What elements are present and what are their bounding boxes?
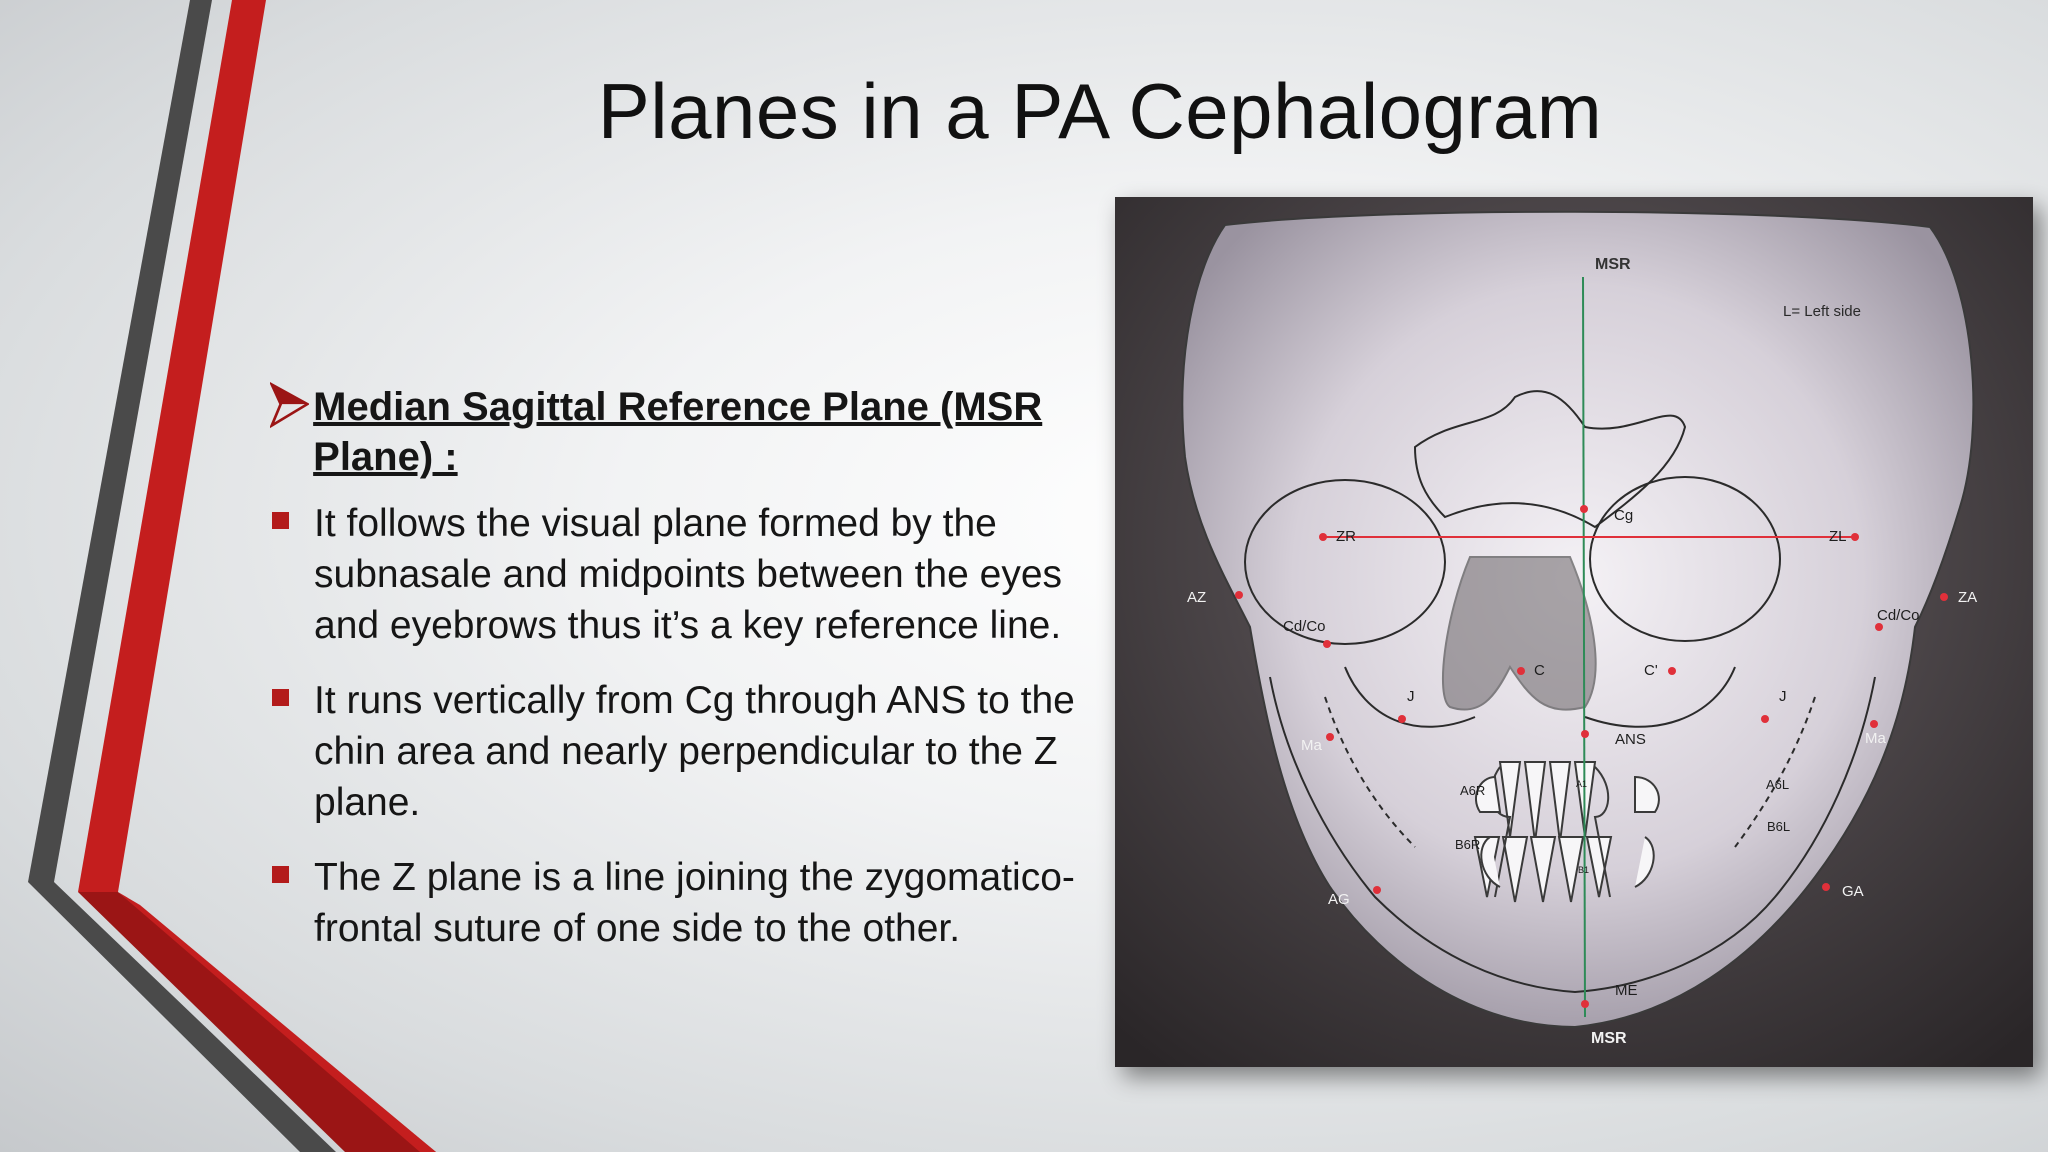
cephalogram-illustration [1115, 197, 2033, 1067]
label-cdco-left: Cd/Co [1877, 607, 1920, 624]
heading-text: Median Sagittal Reference Plane (MSR Plane) : [313, 385, 1043, 479]
label-j-right: J [1407, 688, 1415, 705]
label-ag: AG [1328, 891, 1350, 908]
arrow-bullet-icon [270, 380, 309, 430]
label-cdco-right: Cd/Co [1283, 618, 1326, 635]
bullet-text: It runs vertically from Cg through ANS to the chin area and nearly perpendicular to the Z plane. [314, 679, 1075, 824]
label-cg: Cg [1614, 507, 1634, 524]
label-ga: GA [1842, 883, 1864, 900]
note-left-side: L= Left side [1783, 303, 1861, 320]
label-c-right: C [1534, 662, 1545, 679]
slide-title: Planes in a PA Cephalogram [597, 67, 1603, 155]
bullet-text: It follows the visual plane formed by the subnasale and midpoints between the eyes and eyebrows thus it’s a key reference line. [314, 502, 1063, 647]
list-item [270, 498, 1100, 651]
label-j-left: J [1779, 688, 1787, 705]
label-b6r: B6R [1455, 837, 1481, 852]
label-a6l: A6L [1766, 777, 1790, 792]
label-ma-left: Ma [1865, 730, 1886, 747]
square-bullet-icon [272, 512, 289, 529]
list-item [270, 675, 1100, 828]
bullet-list [270, 498, 1100, 954]
square-bullet-icon [272, 866, 289, 883]
label-zr: ZR [1336, 528, 1356, 545]
label-me: ME [1615, 982, 1638, 999]
square-bullet-icon [272, 689, 289, 706]
label-az: AZ [1187, 589, 1207, 606]
bullet-text: The Z plane is a line joining the zygomatico-frontal suture of one side to the other. [314, 856, 1075, 950]
list-item [270, 852, 1100, 954]
label-za: ZA [1958, 589, 1978, 606]
label-a1: A1 [1576, 779, 1588, 789]
label-zl: ZL [1829, 528, 1847, 545]
label-b1: B1 [1578, 865, 1590, 875]
pa-cephalogram-image [1115, 197, 2033, 1067]
label-msr-bottom: MSR [1591, 1030, 1627, 1047]
label-msr-top: MSR [1595, 256, 1631, 273]
label-c-left: C' [1644, 662, 1658, 679]
label-ans: ANS [1615, 731, 1646, 748]
label-b6l: B6L [1767, 819, 1791, 834]
slide-content [270, 382, 1100, 978]
label-ma-right: Ma [1301, 737, 1322, 754]
label-a6r: A6R [1460, 783, 1486, 798]
section-heading [270, 382, 1100, 482]
